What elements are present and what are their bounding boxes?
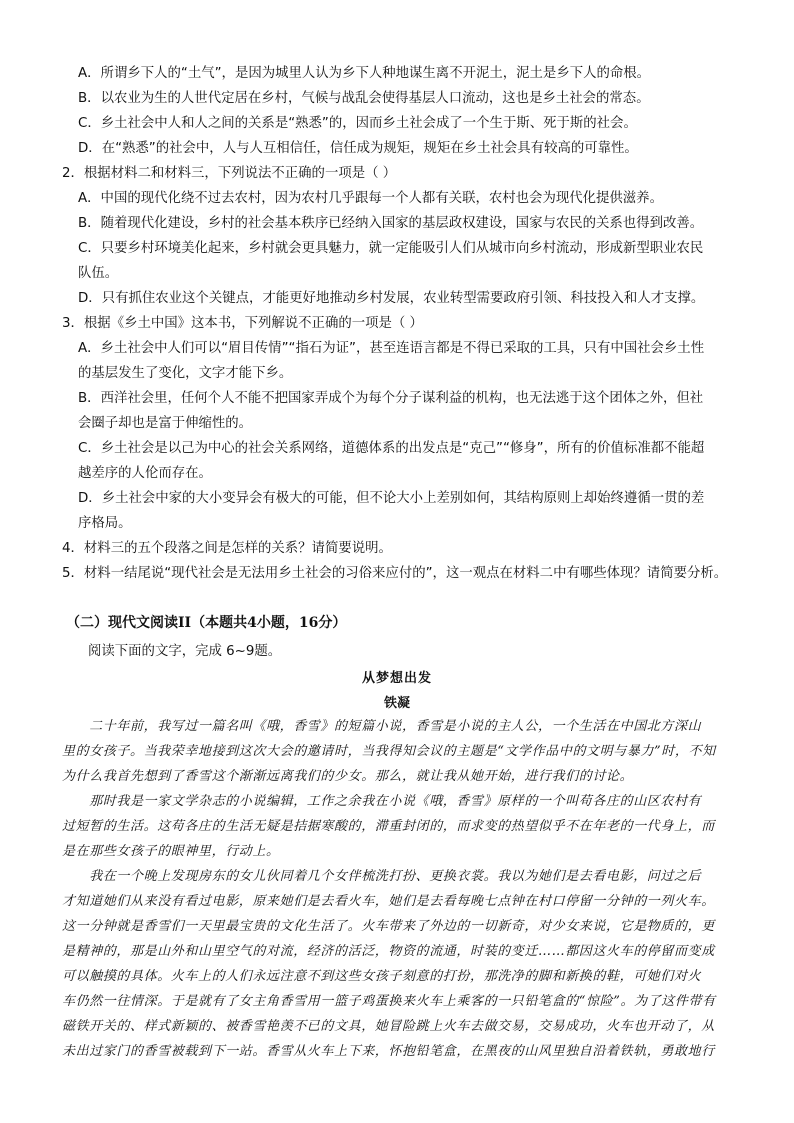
article-line: 才知道她们从来没有看过电影，原来她们是去看火车，她们是去看每晚七点钟在村口停留一分钟的一列火车。 [62,894,715,909]
article-line: 是在那些女孩子的眼神里，行动上。 [62,844,280,859]
q2-option-d: D．只有抓住农业这个关键点，才能更好地推动乡村发展，农业转型需要政府引领、科技投入和人才支撑。 [78,291,705,306]
article-line: 车仍然一往情深。于是就有了女主角香雪用一篮子鸡蛋换来火车上乘客的一只铅笔盒的“惊险”。为了这件带有 [62,994,716,1009]
article-author: 铁凝 [383,696,410,711]
article-line: 那时我是一家文学杂志的小说编辑，工作之余我在小说《哦，香雪》原样的一个叫苟各庄的山区农村有 [62,794,702,809]
article-line: 未出过家门的香雪被载到下一站。香雪从火车上下来，怀抱铅笔盒，在黑夜的山风里独自沿着铁轨，勇敢地行 [62,1044,715,1059]
q3-option-d-cont: 序格局。 [78,516,132,531]
article-line: 过短暂的生活。这苟各庄的生活无疑是拮据寒酸的，滞重封闭的，而求变的热望似乎不在年老的一代身上，而 [62,819,715,834]
q3-option-b-cont: 会圈子却也是富于伸缩性的。 [78,416,253,431]
q3-option-b: B．西洋社会里，任何个人不能不把国家弄成个为每个分子谋利益的机构，也无法逃于这个团体之外，但社 [78,391,704,406]
article-line: 磁铁开关的、样式新颖的、被香雪艳羡不已的文具，她冒险跳上火车去做交易，交易成功，火车也开动了，从 [62,1019,715,1034]
q1-option-c: C．乡土社会中人和人之间的关系是“熟悉”的，因而乡土社会成了一个生于斯、死于斯的社会。 [78,116,637,131]
q4-stem: 4．材料三的五个段落之间是怎样的关系？请简要说明。 [62,541,392,556]
q1-option-d: D．在“熟悉”的社会中，人与人互相信任，信任成为规矩，规矩在乡土社会具有较高的可靠性。 [78,141,638,156]
section-intro: 阅读下面的文字，完成 6~9题。 [88,644,282,659]
q3-option-a-cont: 的基层发生了变化，文字才能下乡。 [78,366,293,381]
article-line: 里的女孩子。当我荣幸地接到这次大会的邀请时，当我得知会议的主题是“文学作品中的文明与暴力”时，不知 [62,744,716,759]
q1-option-a: A．所谓乡下人的“土气”，是因为城里人认为乡下人种地谋生离不开泥土，泥土是乡下人的命根。 [78,66,651,81]
article-title: 从梦想出发 [361,671,432,686]
article-line: 可以触摸的具体。火车上的人们永远注意不到这些女孩子刻意的打扮，那洗净的脚和新换的鞋，可她们对火 [62,969,702,984]
article-line: 我在一个晚上发现房东的女儿伙同着几个女伴梳洗打扮、更换衣裳。我以为她们是去看电影，问过之后 [62,869,702,884]
q2-option-c: C．只要乡村环境美化起来，乡村就会更具魅力，就一定能吸引人们从城市向乡村流动，形成新型职业农民 [78,241,704,256]
q2-stem: 2．根据材料二和材料三，下列说法不正确的一项是（ ） [62,166,397,181]
q2-option-c-cont: 队伍。 [78,266,119,281]
article-line: 是精神的，那是山外和山里空气的对流，经济的活泛，物资的流通，时装的变迁……都因这火车的停留而变成 [62,944,715,959]
q3-stem: 3．根据《乡土中国》这本书，下列解说不正确的一项是（ ） [62,316,423,331]
article-line: 这一分钟就是香雪们一天里最宝贵的文化生活了。火车带来了外边的一切新奇，对少女来说，它是物质的，更 [62,919,715,934]
article-line: 为什么我首先想到了香雪这个渐渐远离我们的少女。那么，就让我从她开始，进行我们的讨论。 [62,769,634,784]
article-line: 二十年前，我写过一篇名叫《哦，香雪》的短篇小说，香雪是小说的主人公，一个生活在中国北方深山 [62,719,702,734]
q3-option-c: C．乡土社会是以己为中心的社会关系网络，道德体系的出发点是“克己”“修身”，所有的价值标准都不能超 [78,441,705,456]
q3-option-c-cont: 越差序的人伦而存在。 [78,466,212,481]
q3-option-a: A．乡土社会中人们可以“眉目传情”“指石为证”，甚至连语言都是不得已采取的工具，只有中国社会乡土性 [78,341,705,356]
q5-stem: 5．材料一结尾说“现代社会是无法用乡土社会的习俗来应付的”，这一观点在材料二中有哪些体现？请简要分析。 [62,566,728,581]
q1-option-b: B．以农业为生的人世代定居在乡村，气候与战乱会使得基层人口流动，这也是乡土社会的常态。 [78,91,650,106]
q3-option-d: D．乡土社会中家的大小变异会有极大的可能，但不论大小上差别如何，其结构原则上却始终遵循一贯的差 [78,491,705,506]
q2-option-a: A．中国的现代化绕不过去农村，因为农村几乎跟每一个人都有关联，农村也会为现代化提供滋养。 [78,191,663,206]
section-title: （二）现代文阅读II（本题共4小题，16分） [66,615,347,631]
q2-option-b: B．随着现代化建设，乡村的社会基本秩序已经纳入国家的基层政权建设，国家与农民的关系也得到改善。 [78,216,704,231]
